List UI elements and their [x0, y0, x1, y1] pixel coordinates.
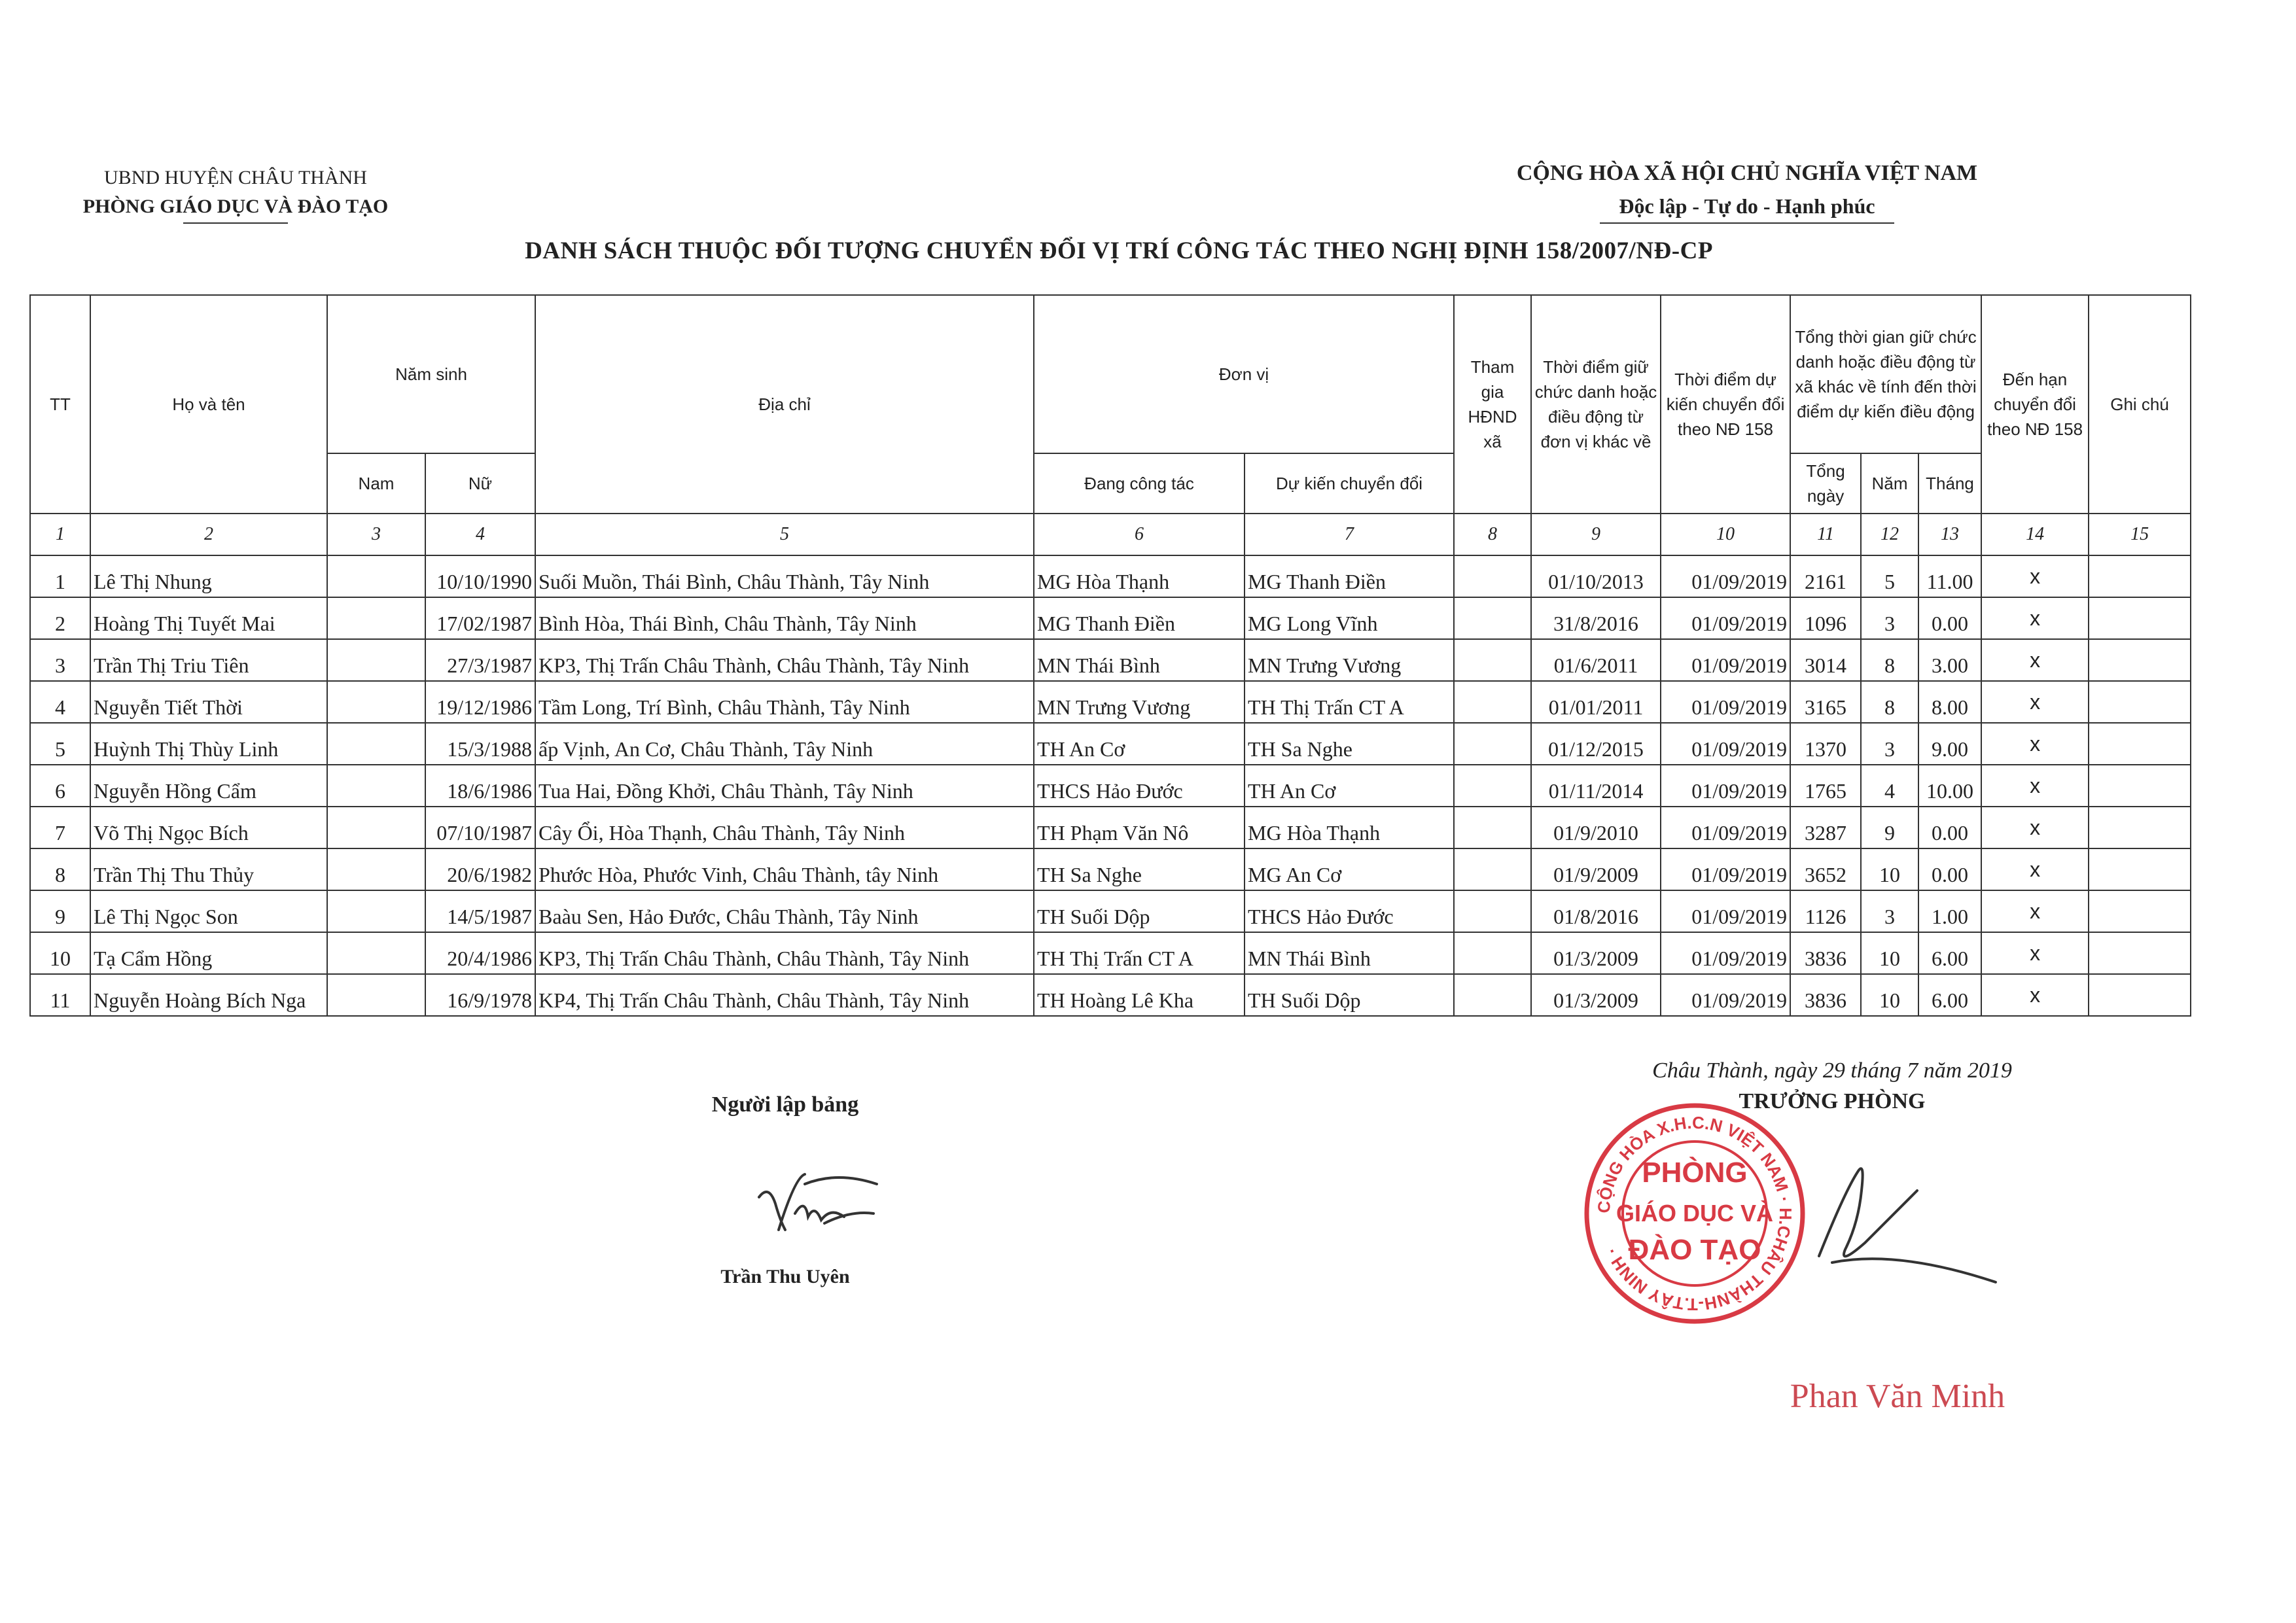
- cell-total-days: 1096: [1790, 597, 1861, 639]
- cell-tt: 1: [30, 555, 90, 597]
- cell-birth-date: 15/3/1988: [425, 723, 535, 765]
- national-motto: [1505, 157, 1989, 224]
- cell-due-mark: x: [1981, 807, 2089, 848]
- cell-planned-unit: MG An Cơ: [1245, 848, 1454, 890]
- cell-due-mark: x: [1981, 639, 2089, 681]
- cell-months: 9.00: [1918, 723, 1981, 765]
- cell-note: [2089, 848, 2191, 890]
- cell-tt: 8: [30, 848, 90, 890]
- cell-address: Cây Ổi, Hòa Thạnh, Châu Thành, Tây Ninh: [535, 807, 1034, 848]
- cell-total-days: 3287: [1790, 807, 1861, 848]
- cell-tt: 2: [30, 597, 90, 639]
- cell-start-date: 01/10/2013: [1531, 555, 1661, 597]
- cell-months: 0.00: [1918, 848, 1981, 890]
- cell-years: 8: [1861, 681, 1918, 723]
- cell-address: Baàu Sen, Hảo Đước, Châu Thành, Tây Ninh: [535, 890, 1034, 932]
- table-row: [30, 639, 2191, 681]
- header-address: Địa chỉ: [535, 295, 1034, 514]
- cell-name: Nguyễn Hoàng Bích Nga: [90, 974, 327, 1016]
- cell-due-mark: x: [1981, 765, 2089, 807]
- column-number: 6: [1034, 514, 1245, 555]
- cell-address: ấp Vịnh, An Cơ, Châu Thành, Tây Ninh: [535, 723, 1034, 765]
- cell-birth-date: 17/02/1987: [425, 597, 535, 639]
- header-total-days: Tổng ngày: [1790, 453, 1861, 514]
- column-number: 5: [535, 514, 1034, 555]
- svg-text:ĐÀO TẠO: ĐÀO TẠO: [1628, 1234, 1761, 1266]
- column-number: 15: [2089, 514, 2191, 555]
- header-name: Họ và tên: [90, 295, 327, 514]
- cell-current-unit: TH Hoàng Lê Kha: [1034, 974, 1245, 1016]
- cell-note: [2089, 555, 2191, 597]
- header-start-time: Thời điểm giữ chức danh hoặc điều động từ đơn vị khác về: [1531, 295, 1661, 514]
- cell-months: 10.00: [1918, 765, 1981, 807]
- cell-name: Lê Thị Ngọc Son: [90, 890, 327, 932]
- cell-hdnd: [1454, 807, 1531, 848]
- cell-total-days: 1370: [1790, 723, 1861, 765]
- column-number: 13: [1918, 514, 1981, 555]
- cell-birth-date: 14/5/1987: [425, 890, 535, 932]
- cell-planned-date: 01/09/2019: [1661, 848, 1790, 890]
- cell-planned-date: 01/09/2019: [1661, 555, 1790, 597]
- preparer-name: Trần Thu Uyên: [720, 1266, 850, 1287]
- cell-start-date: 01/01/2011: [1531, 681, 1661, 723]
- cell-planned-unit: MN Thái Bình: [1245, 932, 1454, 974]
- cell-note: [2089, 597, 2191, 639]
- cell-total-days: 3165: [1790, 681, 1861, 723]
- cell-note: [2089, 765, 2191, 807]
- cell-note: [2089, 723, 2191, 765]
- cell-note: [2089, 807, 2191, 848]
- svg-text:CỘNG HÒA X.H.C.N VIỆT NAM · H.: CỘNG HÒA X.H.C.N VIỆT NAM · H.CHÂU THÀNH-T.TÂY NINH ·: [1593, 1112, 1796, 1315]
- cell-hdnd: [1454, 974, 1531, 1016]
- motto-line-1: CỘNG HÒA XÃ HỘI CHỦ NGHĨA VIỆT NAM: [1516, 161, 1978, 185]
- cell-years: 5: [1861, 555, 1918, 597]
- cell-tt: 11: [30, 974, 90, 1016]
- cell-note: [2089, 932, 2191, 974]
- table-row: [30, 890, 2191, 932]
- cell-male: [327, 765, 425, 807]
- cell-months: 11.00: [1918, 555, 1981, 597]
- agency-line-1: UBND HUYỆN CHÂU THÀNH: [104, 167, 367, 188]
- column-number: 3: [327, 514, 425, 555]
- header-planned-time: Thời điểm dự kiến chuyển đổi theo NĐ 158: [1661, 295, 1790, 514]
- cell-planned-unit: MG Thanh Điền: [1245, 555, 1454, 597]
- cell-male: [327, 555, 425, 597]
- cell-hdnd: [1454, 639, 1531, 681]
- agency-line-2: PHÒNG GIÁO DỤC VÀ ĐÀO TẠO: [82, 196, 389, 217]
- cell-birth-date: 19/12/1986: [425, 681, 535, 723]
- column-number: 2: [90, 514, 327, 555]
- cell-years: 10: [1861, 848, 1918, 890]
- table-row: [30, 807, 2191, 848]
- cell-male: [327, 597, 425, 639]
- cell-planned-unit: MN Trưng Vương: [1245, 639, 1454, 681]
- column-number-row: [30, 514, 2191, 555]
- cell-hdnd: [1454, 555, 1531, 597]
- cell-tt: 5: [30, 723, 90, 765]
- cell-total-days: 3836: [1790, 932, 1861, 974]
- cell-total-days: 1126: [1790, 890, 1861, 932]
- cell-name: Huỳnh Thị Thùy Linh: [90, 723, 327, 765]
- head-name: Phan Văn Minh: [1790, 1378, 2005, 1415]
- cell-address: Bình Hòa, Thái Bình, Châu Thành, Tây Ninh: [535, 597, 1034, 639]
- column-number: 1: [30, 514, 90, 555]
- cell-address: Tua Hai, Đồng Khởi, Châu Thành, Tây Ninh: [535, 765, 1034, 807]
- cell-hdnd: [1454, 765, 1531, 807]
- cell-hdnd: [1454, 597, 1531, 639]
- table-row: [30, 723, 2191, 765]
- cell-current-unit: THCS Hảo Đước: [1034, 765, 1245, 807]
- preparer-signature: [739, 1158, 896, 1243]
- cell-birth-date: 16/9/1978: [425, 974, 535, 1016]
- header-tt: TT: [30, 295, 90, 514]
- cell-due-mark: x: [1981, 723, 2089, 765]
- column-number: 8: [1454, 514, 1531, 555]
- cell-start-date: 01/9/2010: [1531, 807, 1661, 848]
- header-current-unit: Đang công tác: [1034, 453, 1245, 514]
- official-seal: [1583, 1102, 1806, 1325]
- cell-total-days: 1765: [1790, 765, 1861, 807]
- cell-planned-unit: TH Thị Trấn CT A: [1245, 681, 1454, 723]
- cell-years: 9: [1861, 807, 1918, 848]
- table-row: [30, 597, 2191, 639]
- document-title: DANH SÁCH THUỘC ĐỐI TƯỢNG CHUYỂN ĐỔI VỊ TRÍ CÔNG TÁC THEO NGHỊ ĐỊNH 158/2007/NĐ-CP: [525, 237, 1713, 264]
- cell-due-mark: x: [1981, 974, 2089, 1016]
- table-row: [30, 848, 2191, 890]
- cell-tt: 10: [30, 932, 90, 974]
- cell-planned-unit: TH Sa Nghe: [1245, 723, 1454, 765]
- cell-start-date: 31/8/2016: [1531, 597, 1661, 639]
- cell-months: 6.00: [1918, 932, 1981, 974]
- cell-hdnd: [1454, 681, 1531, 723]
- cell-start-date: 01/8/2016: [1531, 890, 1661, 932]
- cell-birth-date: 07/10/1987: [425, 807, 535, 848]
- table-row: [30, 765, 2191, 807]
- column-number: 9: [1531, 514, 1661, 555]
- cell-male: [327, 932, 425, 974]
- cell-months: 1.00: [1918, 890, 1981, 932]
- table-row: [30, 555, 2191, 597]
- cell-hdnd: [1454, 848, 1531, 890]
- cell-name: Võ Thị Ngọc Bích: [90, 807, 327, 848]
- cell-planned-unit: MG Hòa Thạnh: [1245, 807, 1454, 848]
- cell-planned-date: 01/09/2019: [1661, 890, 1790, 932]
- cell-male: [327, 639, 425, 681]
- cell-address: Suối Muồn, Thái Bình, Châu Thành, Tây Ninh: [535, 555, 1034, 597]
- cell-years: 3: [1861, 597, 1918, 639]
- cell-total-days: 3836: [1790, 974, 1861, 1016]
- cell-tt: 6: [30, 765, 90, 807]
- cell-birth-date: 20/4/1986: [425, 932, 535, 974]
- cell-months: 6.00: [1918, 974, 1981, 1016]
- cell-start-date: 01/3/2009: [1531, 974, 1661, 1016]
- cell-male: [327, 974, 425, 1016]
- cell-start-date: 01/12/2015: [1531, 723, 1661, 765]
- cell-name: Nguyễn Tiết Thời: [90, 681, 327, 723]
- cell-current-unit: MG Hòa Thạnh: [1034, 555, 1245, 597]
- cell-years: 10: [1861, 932, 1918, 974]
- header-planned-unit: Dự kiến chuyển đổi: [1245, 453, 1454, 514]
- cell-tt: 3: [30, 639, 90, 681]
- cell-due-mark: x: [1981, 890, 2089, 932]
- motto-underline: [1600, 222, 1894, 224]
- header-female: Nữ: [425, 453, 535, 514]
- header-birth-year: Năm sinh: [327, 295, 535, 453]
- column-number: 4: [425, 514, 535, 555]
- cell-current-unit: MN Thái Bình: [1034, 639, 1245, 681]
- cell-tt: 9: [30, 890, 90, 932]
- cell-name: Lê Thị Nhung: [90, 555, 327, 597]
- cell-months: 0.00: [1918, 807, 1981, 848]
- cell-start-date: 01/11/2014: [1531, 765, 1661, 807]
- cell-start-date: 01/3/2009: [1531, 932, 1661, 974]
- cell-planned-date: 01/09/2019: [1661, 681, 1790, 723]
- cell-planned-unit: TH An Cơ: [1245, 765, 1454, 807]
- cell-planned-unit: MG Long Vĩnh: [1245, 597, 1454, 639]
- cell-name: Trần Thị Thu Thủy: [90, 848, 327, 890]
- cell-planned-date: 01/09/2019: [1661, 765, 1790, 807]
- cell-years: 10: [1861, 974, 1918, 1016]
- cell-planned-date: 01/09/2019: [1661, 974, 1790, 1016]
- cell-planned-date: 01/09/2019: [1661, 597, 1790, 639]
- cell-current-unit: TH Thị Trấn CT A: [1034, 932, 1245, 974]
- cell-current-unit: TH Phạm Văn Nô: [1034, 807, 1245, 848]
- column-number: 14: [1981, 514, 2089, 555]
- cell-birth-date: 20/6/1982: [425, 848, 535, 890]
- cell-total-days: 3652: [1790, 848, 1861, 890]
- cell-months: 8.00: [1918, 681, 1981, 723]
- cell-planned-date: 01/09/2019: [1661, 807, 1790, 848]
- cell-birth-date: 27/3/1987: [425, 639, 535, 681]
- cell-years: 3: [1861, 723, 1918, 765]
- table-row: [30, 932, 2191, 974]
- cell-planned-unit: THCS Hảo Đước: [1245, 890, 1454, 932]
- cell-note: [2089, 639, 2191, 681]
- cell-name: Hoàng Thị Tuyết Mai: [90, 597, 327, 639]
- cell-address: Tầm Long, Trí Bình, Châu Thành, Tây Ninh: [535, 681, 1034, 723]
- cell-current-unit: TH An Cơ: [1034, 723, 1245, 765]
- cell-months: 3.00: [1918, 639, 1981, 681]
- column-number: 12: [1861, 514, 1918, 555]
- svg-text:PHÒNG: PHÒNG: [1642, 1157, 1748, 1189]
- header-unit: Đơn vị: [1034, 295, 1454, 453]
- cell-name: Nguyễn Hồng Cẩm: [90, 765, 327, 807]
- cell-planned-unit: TH Suối Dộp: [1245, 974, 1454, 1016]
- cell-birth-date: 10/10/1990: [425, 555, 535, 597]
- header-years: Năm: [1861, 453, 1918, 514]
- header-hdnd: Tham gia HĐND xã: [1454, 295, 1531, 514]
- column-number: 10: [1661, 514, 1790, 555]
- preparer-title: Người lập bảng: [711, 1092, 859, 1117]
- cell-planned-date: 01/09/2019: [1661, 723, 1790, 765]
- cell-due-mark: x: [1981, 597, 2089, 639]
- cell-due-mark: x: [1981, 555, 2089, 597]
- cell-note: [2089, 974, 2191, 1016]
- cell-hdnd: [1454, 890, 1531, 932]
- cell-due-mark: x: [1981, 848, 2089, 890]
- table-row: [30, 681, 2191, 723]
- cell-years: 8: [1861, 639, 1918, 681]
- cell-start-date: 01/6/2011: [1531, 639, 1661, 681]
- cell-current-unit: MG Thanh Điền: [1034, 597, 1245, 639]
- agency-underline: [183, 222, 288, 224]
- cell-planned-date: 01/09/2019: [1661, 932, 1790, 974]
- cell-years: 4: [1861, 765, 1918, 807]
- cell-note: [2089, 681, 2191, 723]
- cell-start-date: 01/9/2009: [1531, 848, 1661, 890]
- cell-total-days: 3014: [1790, 639, 1861, 681]
- cell-address: Phước Hòa, Phước Vinh, Châu Thành, tây Ninh: [535, 848, 1034, 890]
- motto-line-2: Độc lập - Tự do - Hạnh phúc: [1619, 194, 1875, 218]
- header-male: Nam: [327, 453, 425, 514]
- cell-note: [2089, 890, 2191, 932]
- cell-male: [327, 890, 425, 932]
- header-months: Tháng: [1918, 453, 1981, 514]
- cell-tt: 7: [30, 807, 90, 848]
- cell-male: [327, 807, 425, 848]
- cell-due-mark: x: [1981, 932, 2089, 974]
- cell-current-unit: TH Suối Dộp: [1034, 890, 1245, 932]
- cell-male: [327, 681, 425, 723]
- cell-planned-date: 01/09/2019: [1661, 639, 1790, 681]
- svg-text:GIÁO DỤC VÀ: GIÁO DỤC VÀ: [1616, 1200, 1774, 1227]
- cell-male: [327, 848, 425, 890]
- staff-rotation-table: [29, 294, 2191, 1017]
- cell-address: KP4, Thị Trấn Châu Thành, Châu Thành, Tây Ninh: [535, 974, 1034, 1016]
- cell-name: Tạ Cẩm Hồng: [90, 932, 327, 974]
- cell-tt: 4: [30, 681, 90, 723]
- cell-current-unit: MN Trưng Vương: [1034, 681, 1245, 723]
- issuing-agency: [26, 164, 445, 224]
- column-number: 11: [1790, 514, 1861, 555]
- sign-date: Châu Thành, ngày 29 tháng 7 năm 2019: [1652, 1058, 2012, 1083]
- cell-months: 0.00: [1918, 597, 1981, 639]
- cell-hdnd: [1454, 723, 1531, 765]
- head-title: TRƯỞNG PHÒNG: [1739, 1089, 1926, 1113]
- cell-address: KP3, Thị Trấn Châu Thành, Châu Thành, Tây Ninh: [535, 639, 1034, 681]
- column-number: 7: [1245, 514, 1454, 555]
- header-due: Đến hạn chuyển đổi theo NĐ 158: [1981, 295, 2089, 514]
- cell-hdnd: [1454, 932, 1531, 974]
- cell-male: [327, 723, 425, 765]
- cell-address: KP3, Thị Trấn Châu Thành, Châu Thành, Tây Ninh: [535, 932, 1034, 974]
- cell-years: 3: [1861, 890, 1918, 932]
- header-note: Ghi chú: [2089, 295, 2191, 514]
- cell-current-unit: TH Sa Nghe: [1034, 848, 1245, 890]
- cell-due-mark: x: [1981, 681, 2089, 723]
- cell-name: Trần Thị Triu Tiên: [90, 639, 327, 681]
- header-total-time: Tổng thời gian giữ chức danh hoặc điều động từ xã khác về tính đến thời điểm dự kiến điều động: [1790, 295, 1981, 453]
- cell-birth-date: 18/6/1986: [425, 765, 535, 807]
- cell-total-days: 2161: [1790, 555, 1861, 597]
- table-row: [30, 974, 2191, 1016]
